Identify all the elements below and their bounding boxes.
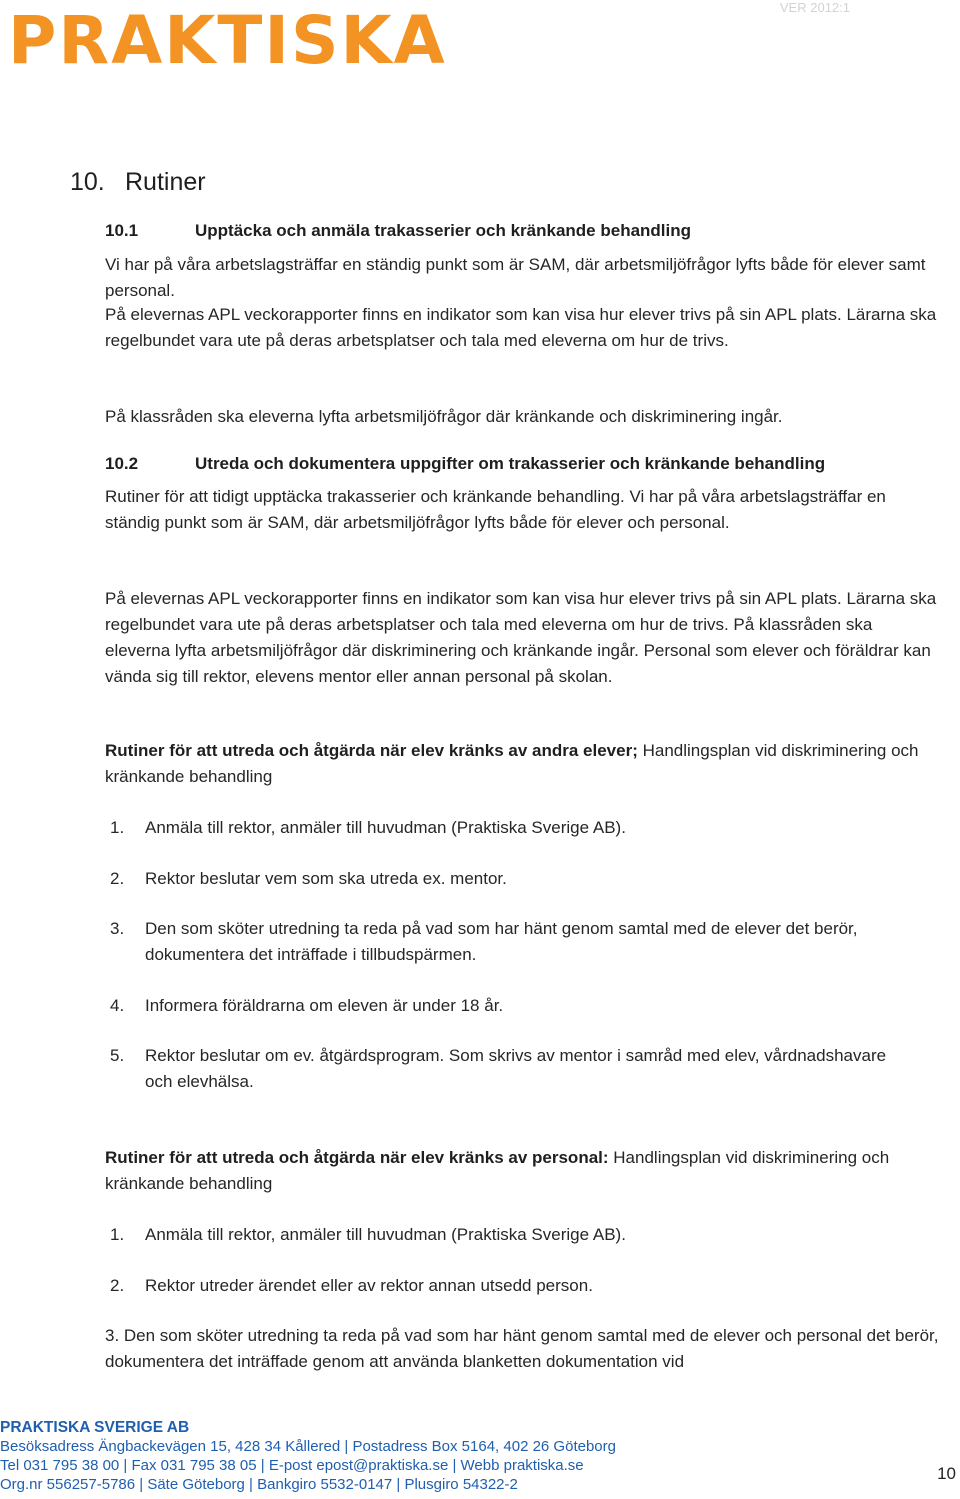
paragraph: 3. Den som sköter utredning ta reda på vad som har hänt genom samtal med de elever och personal det berör, dokumentera det inträffade genom att använda blanketten dokumentation vid [105, 1326, 939, 1371]
list-text: Rektor utreder ärendet eller av rektor annan utsedd person. [145, 1276, 593, 1295]
subsection-number: 10.1 [105, 221, 139, 240]
elev-routine-heading [105, 738, 940, 790]
paragraph: På klassråden ska eleverna lyfta arbetsmiljöfrågor där kränkande och diskriminering ingår. [105, 407, 783, 426]
section-title: Rutiner [125, 168, 206, 196]
list-number: 3. [110, 919, 125, 938]
praktiska-logo: PRAKTISKA [8, 2, 447, 79]
list-number: 5. [110, 1046, 125, 1065]
footer-registration: Org.nr 556257-5786 | Säte Göteborg | Bankgiro 5532-0147 | Plusgiro 54322-2 [0, 1476, 518, 1493]
paragraph: Rutiner för att tidigt upptäcka trakasserier och kränkande behandling. Vi har på våra arbetslagsträffar en ständig punkt som är SAM, där arbetsmiljöfrågor lyfts både för elever och personal. [105, 487, 886, 532]
section-number: 10. [70, 168, 105, 196]
list-text: Rektor beslutar vem som ska utreda ex. mentor. [145, 869, 507, 888]
list-item [110, 1222, 910, 1248]
footer-address: Besöksadress Ängbackevägen 15, 428 34 Kållered | Postadress Box 5164, 402 26 Göteborg [0, 1438, 616, 1455]
paragraph: På elevernas APL veckorapporter finns en indikator som kan visa hur elever trivs på sin APL plats. Lärarna ska regelbundet vara ute på deras arbetsplatser och tala med eleverna om hur de trivs. [105, 305, 937, 350]
list-text: Den som sköter utredning ta reda på vad som har hänt genom samtal med de elever det berör, dokumentera det inträffade i tillbudspärmen. [145, 919, 858, 964]
paragraph: På elevernas APL veckorapporter finns en indikator som kan visa hur elever trivs på sin APL plats. Lärarna ska regelbundet vara ute på deras arbetsplatser och tala med eleverna om hur de trivs. På klassråden ska eleverna lyfta arbetsmiljöfrågor där diskriminering och kränkande ingår. Personal som elever och föräldrar kan vända sig till rektor, elevens mentor eller annan personal på skolan. [105, 589, 937, 686]
elev-routine-rest: Handlingsplan vid diskriminering och kränkande behandling [105, 741, 919, 786]
list-text: Anmäla till rektor, anmäler till huvudman (Praktiska Sverige AB). [145, 818, 626, 837]
personal-routine-heading [105, 1145, 940, 1197]
list-text: Informera föräldrarna om eleven är under 18 år. [145, 996, 504, 1015]
subsection-title: Upptäcka och anmäla trakasserier och kränkande behandling [195, 221, 692, 240]
version-label: VER 2012:1 [779, 0, 850, 15]
subsection-heading-10-1 [105, 221, 691, 241]
list-text: Rektor beslutar om ev. åtgärdsprogram. Som skrivs av mentor i samråd med elev, vårdnadshavare och elevhälsa. [145, 1046, 887, 1091]
footer-contact: Tel 031 795 38 00 | Fax 031 795 38 05 | E-post epost@praktiska.se | Webb praktiska.se [0, 1457, 584, 1474]
list-item [110, 916, 910, 968]
list-item [110, 1273, 910, 1299]
list-number: 2. [110, 869, 125, 888]
list-number: 2. [110, 1276, 125, 1295]
list-number: 1. [110, 818, 125, 837]
personal-routine-bold: Rutiner för att utreda och åtgärda när elev kränks av personal: [105, 1148, 609, 1167]
subsection-number: 10.2 [105, 454, 139, 473]
list-item [110, 866, 910, 892]
list-number: 1. [110, 1225, 125, 1244]
footer-company: PRAKTISKA SVERIGE AB [0, 1419, 190, 1436]
elev-routine-bold: Rutiner för att utreda och åtgärda när elev kränks av andra elever; [105, 741, 638, 760]
list-item [110, 1043, 910, 1095]
paragraph: Vi har på våra arbetslagsträffar en ständig punkt som är SAM, där arbetsmiljöfrågor lyfts både för elever samt personal. [105, 255, 926, 300]
subsection-title: Utreda och dokumentera uppgifter om trakasserier och kränkande behandling [195, 454, 826, 473]
page-number: 10 [937, 1464, 956, 1483]
list-number: 4. [110, 996, 125, 1015]
personal-routine-rest: Handlingsplan vid diskriminering och kränkande behandling [105, 1148, 890, 1193]
footer [0, 1418, 616, 1494]
list-item [110, 815, 910, 841]
subsection-heading-10-2 [105, 454, 825, 474]
section-heading [70, 168, 206, 197]
list-text: Anmäla till rektor, anmäler till huvudman (Praktiska Sverige AB). [145, 1225, 626, 1244]
list-item [110, 993, 910, 1019]
